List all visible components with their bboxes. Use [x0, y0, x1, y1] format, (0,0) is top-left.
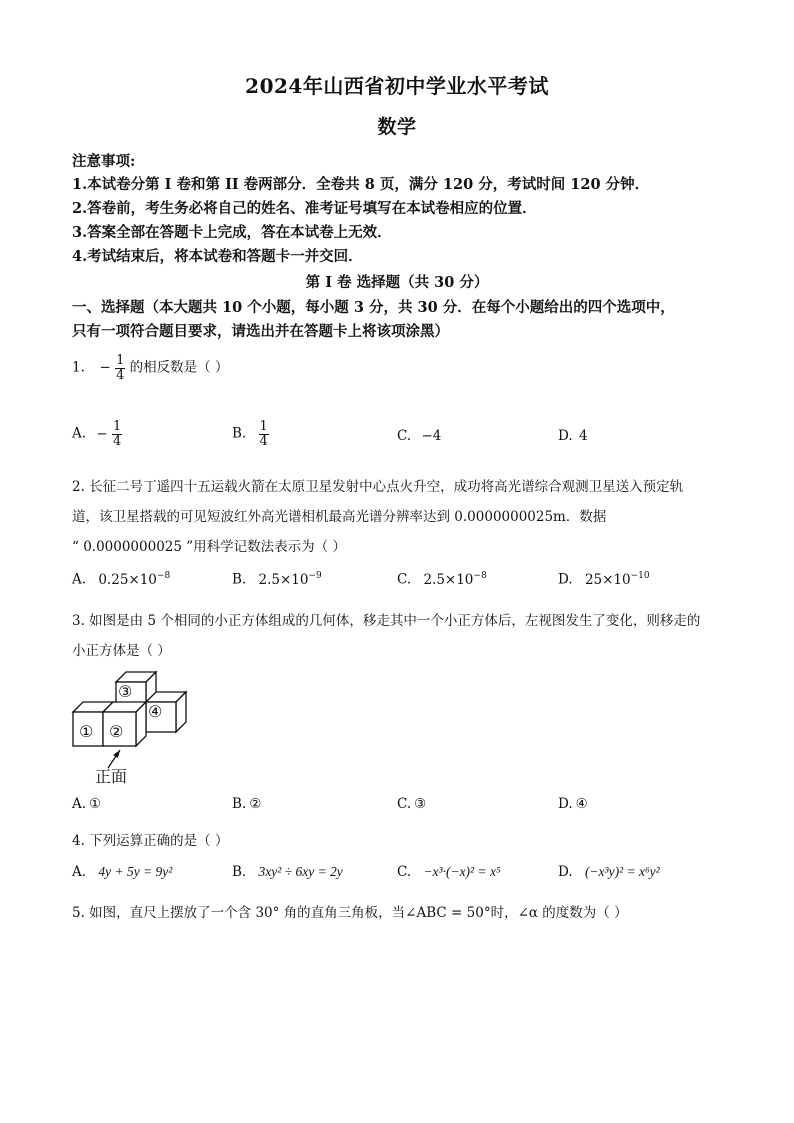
cube-label-1: ① — [79, 722, 94, 741]
section-title: 第 I 卷 选择题（共 30 分） — [305, 274, 489, 291]
q2-option-c: C. $2.5\times 10^{-8}$ — [397, 571, 487, 588]
notice-item-2: 2.答卷前，考生务必将自己的姓名、准考证号填写在本试卷相应的位置． — [72, 200, 537, 217]
notice-item-4: 4.考试结束后，将本试卷和答题卡一并交回． — [72, 248, 363, 265]
q2-line-1: 2. 长征二号丁遥四十五运载火箭在太原卫星发射中心点火升空，成功将高光谱综合观测卫星送入预定轨 — [72, 479, 684, 495]
q4-option-c: C. −x³·(−x)² = x⁵ — [397, 864, 501, 880]
q1-option-a-fraction: $\frac{1}{4}$ — [112, 419, 122, 449]
q1-stem-text: 的相反数是（ ） — [129, 359, 229, 376]
cube-label-4: ④ — [148, 702, 163, 721]
q3-line-1: 3. 如图是由 5 个相同的小正方体组成的几何体，移走其中一个小正方体后，左视图发生了变化，则移走的 — [72, 613, 701, 629]
front-view-label: 正面 — [95, 767, 128, 786]
notice-item-1: 1.本试卷分第 I 卷和第 II 卷两部分．全卷共 8 页，满分 120 分，考试时间 120 分钟． — [72, 176, 650, 193]
q2-line-2: 道，该卫星搭载的可见短波红外高光谱相机最高光谱分辨率达到 0.0000000025m．数据 — [72, 509, 607, 525]
q4-option-d: D. (−x³y)² = x⁶y² — [558, 864, 660, 880]
q3-option-d: D. ④ — [558, 796, 588, 812]
q1-fraction-sign: − — [99, 359, 111, 376]
q2-line-3: “ 0.0000000025 ”用科学记数法表示为（ ） — [72, 539, 346, 555]
section-instruction-line-1: 一、选择题（本大题共 10 个小题，每小题 3 分，共 30 分．在每个小题给出的四个选项中， — [72, 299, 675, 316]
cube-label-2: ② — [109, 722, 124, 741]
q1-option-c: C. −4 — [397, 428, 442, 444]
q4-option-a: A. 4y + 5y = 9y² — [72, 864, 173, 880]
q1-number: 1. — [72, 359, 85, 376]
cube-label-3: ③ — [118, 682, 133, 701]
exam-title: 2024年山西省初中学业水平考试 — [245, 74, 549, 98]
q1-option-b: B. $\frac{1}{4}$ — [232, 419, 268, 449]
subject-title: 数学 — [377, 116, 417, 138]
q2-option-b: B. $2.5\times 10^{-9}$ — [232, 571, 322, 588]
q4-option-b: B. 3xy² ÷ 6xy = 2y — [232, 864, 343, 880]
q3-option-c: C. ③ — [397, 796, 427, 812]
q2-option-d: D. $25\times 10^{-10}$ — [558, 571, 650, 588]
q2-option-a: A. $0.25\times 10^{-8}$ — [72, 571, 171, 588]
q3-option-a: A. ① — [72, 796, 102, 812]
q1-option-d: D. 4 — [558, 428, 588, 444]
q4-stem: 4. 下列运算正确的是（ ） — [72, 833, 229, 849]
q1-stem — [72, 354, 228, 382]
notice-heading: 注意事项: — [72, 153, 136, 170]
q5-stem: 5. 如图，直尺上摆放了一个含 30° 角的直角三角板，当∠ABC = 50°时，∠α 的度数为（ ） — [72, 905, 628, 921]
q1-option-a: A. − $\frac{1}{4}$ — [72, 419, 122, 449]
front-arrow-head — [113, 750, 120, 758]
notice-item-3: 3.答案全部在答题卡上完成，答在本试卷上无效． — [72, 224, 392, 241]
q1-fraction: $\frac{1}{4}$ — [116, 353, 125, 383]
section-instruction-line-2: 只有一项符合题目要求，请选出并在答题卡上将该项涂黑） — [72, 323, 449, 340]
q1-option-b-fraction: $\frac{1}{4}$ — [259, 419, 268, 449]
q3-option-b: B. ② — [232, 796, 262, 812]
q3-line-2: 小正方体是（ ） — [72, 643, 171, 659]
